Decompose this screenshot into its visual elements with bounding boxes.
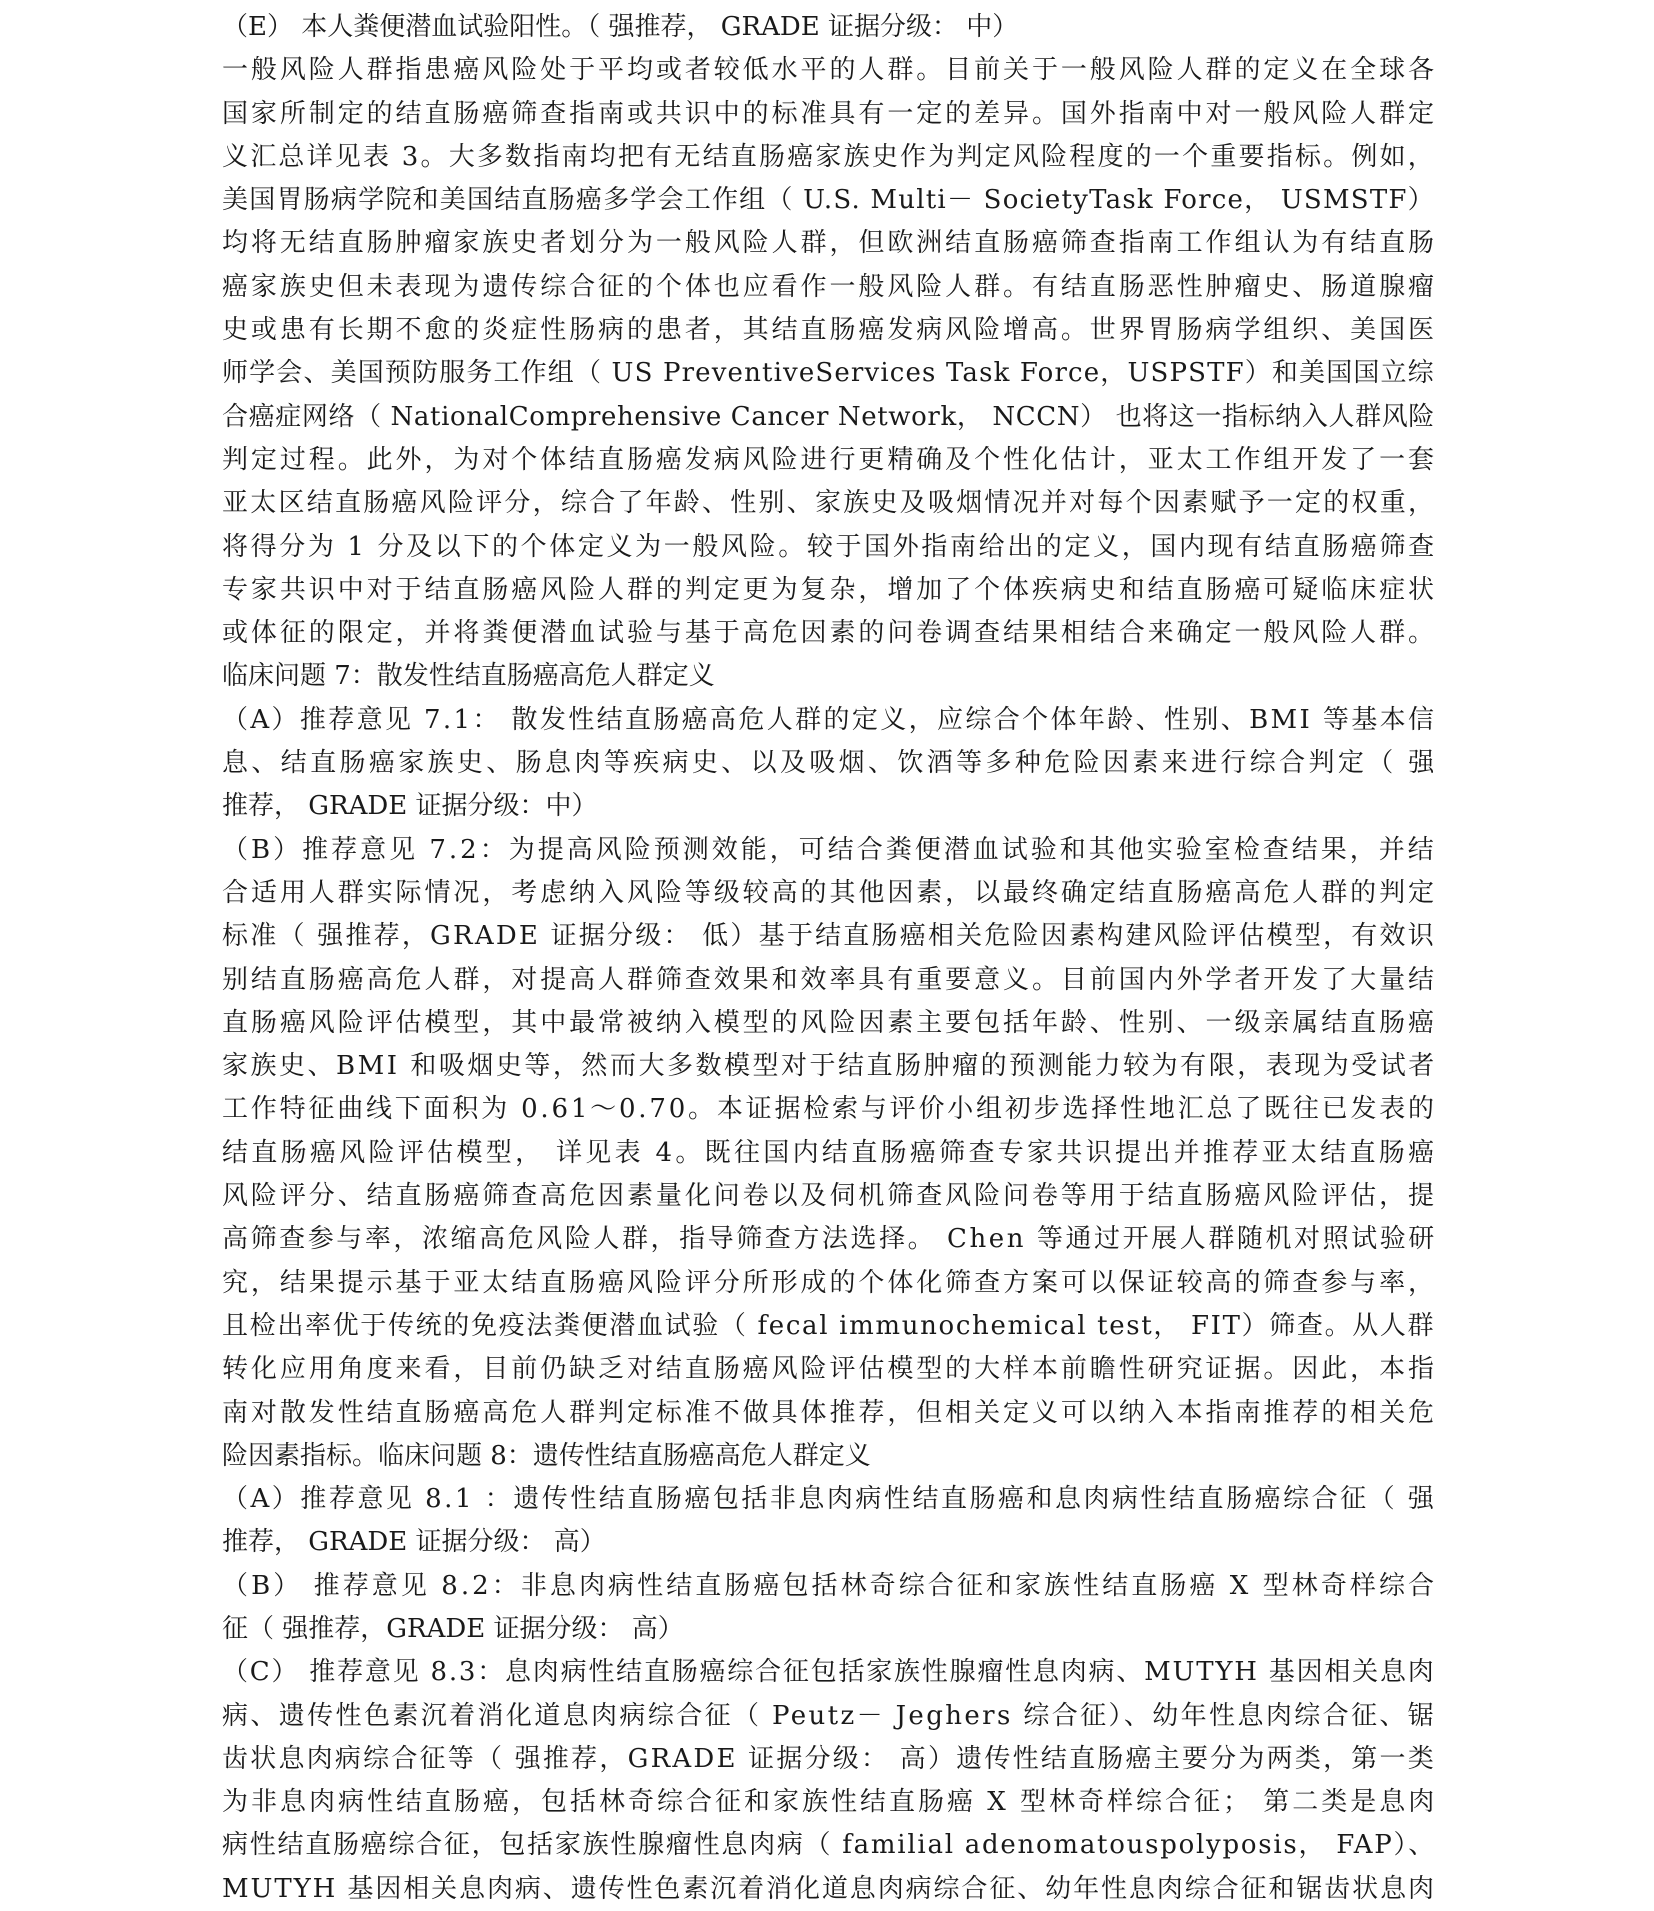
text-line <box>222 915 1434 958</box>
text-line <box>222 6 1434 49</box>
text-line-content: 义汇总详见表 3。大多数指南均把有无结直肠癌家族史作为判定风险程度的一个重要指标。例如， <box>222 141 1437 172</box>
text-line-content: 癌家族史但未表现为遗传综合征的个体也应看作一般风险人群。有结直肠恶性肿瘤史、肠道腺瘤 <box>222 271 1437 302</box>
text-line <box>222 49 1437 92</box>
text-line <box>222 352 1434 395</box>
text-line-content: 师学会、美国预防服务工作组（ US PreventiveServices Task Force，USPSTF）和美国国立综 <box>222 358 1435 389</box>
text-line <box>222 1651 1434 1694</box>
text-line <box>222 1045 1437 1088</box>
text-line <box>222 1521 1434 1564</box>
text-line-content: 将得分为 1 分及以下的个体定义为一般风险。较于国外指南给出的定义，国内现有结直肠癌筛查 <box>222 531 1437 562</box>
text-line-content: 病、遗传性色素沉着消化道息肉病综合征（ Peutz－ Jeghers 综合征）、幼年性息肉综合征、锯 <box>222 1700 1437 1731</box>
text-line-content: 南对散发性结直肠癌高危人群判定标准不做具体推荐，但相关定义可以纳入本指南推荐的相关危 <box>222 1397 1437 1428</box>
text-line-content: （E） 本人粪便潜血试验阳性。（ 强推荐， GRADE 证据分级： 中） <box>222 12 1019 42</box>
text-line-content: 推荐， GRADE 证据分级：中） <box>222 791 598 822</box>
text-line <box>222 1392 1437 1435</box>
text-line-content: 为非息肉病性结直肠癌，包括林奇综合征和家族性结直肠癌 X 型林奇样综合征； 第二类是息肉 <box>222 1787 1438 1818</box>
text-line <box>222 1565 1438 1608</box>
text-line-content: 国家所制定的结直肠癌筛查指南或共识中的标准具有一定的差异。国外指南中对一般风险人群定 <box>222 98 1437 129</box>
text-line-content: 工作特征曲线下面积为 0.61～0.70。本证据检索与评价小组初步选择性地汇总了既往已发表的 <box>222 1094 1437 1125</box>
text-line-content: 亚太区结直肠癌风险评分，综合了年龄、性别、家族史及吸烟情况并对每个因素赋予一定的权重， <box>222 488 1437 519</box>
text-line-content: 均将无结直肠肿瘤家族史者划分为一般风险人群，但欧洲结直肠癌筛查指南工作组认为有结直肠 <box>222 228 1437 259</box>
text-line <box>222 612 1437 655</box>
text-line <box>222 872 1437 915</box>
text-line <box>222 1608 1434 1651</box>
text-line-content: 结直肠癌风险评估模型， 详见表 4。既往国内结直肠癌筛查专家共识提出并推荐亚太结直肠癌 <box>222 1137 1438 1168</box>
text-line <box>222 1695 1437 1738</box>
text-line-content: 史或患有长期不愈的炎症性肠病的患者，其结直肠癌发病风险增高。世界胃肠病学组织、美国医 <box>222 315 1437 346</box>
text-line <box>222 1348 1437 1391</box>
text-line-content: （B） 推荐意见 8.2：非息肉病性结直肠癌包括林奇综合征和家族性结直肠癌 X 型林奇样综合 <box>222 1570 1438 1601</box>
text-line-content: 息、结直肠癌家族史、肠息肉等疾病史、以及吸烟、饮酒等多种危险因素来进行综合判定（ 强 <box>222 748 1438 779</box>
text-line-content: 转化应用角度来看，目前仍缺乏对结直肠癌风险评估模型的大样本前瞻性研究证据。因此，本指 <box>222 1354 1437 1385</box>
text-line <box>222 179 1434 222</box>
text-line <box>222 482 1437 525</box>
section-heading <box>222 655 1434 698</box>
text-line <box>222 569 1437 612</box>
text-line-content: 或体征的限定，并将粪便潜血试验与基于高危因素的问卷调查结果相结合来确定一般风险人群。 <box>222 618 1437 649</box>
text-line-content: 病性结直肠癌综合征，包括家族性腺瘤性息肉病（ familial adenomatouspolyposis， FAP）、 <box>222 1830 1436 1861</box>
text-line-content: 合癌症网络（ NationalComprehensive Cancer Network， NCCN） 也将这一指标纳入人群风险 <box>222 401 1435 432</box>
text-line-content: MUTYH 基因相关息肉病、遗传性色素沉着消化道息肉病综合征、幼年性息肉综合征和锯齿状息肉 <box>222 1873 1436 1904</box>
text-line <box>222 1262 1437 1305</box>
text-line <box>222 785 1434 828</box>
text-line-content: 齿状息肉病综合征等（ 强推荐，GRADE 证据分级： 高）遗传性结直肠癌主要分为两类，第一类 <box>222 1743 1436 1774</box>
text-line <box>222 1305 1434 1348</box>
text-line <box>222 396 1434 439</box>
text-line <box>222 1781 1438 1824</box>
document-page <box>222 6 1438 1911</box>
text-line-content: 险因素指标。临床问题 8：遗传性结直肠癌高危人群定义 <box>222 1440 871 1471</box>
text-line <box>222 1868 1434 1911</box>
text-line-content: 征（ 强推荐，GRADE 证据分级： 高） <box>222 1613 684 1644</box>
text-line <box>222 742 1438 785</box>
text-line <box>222 439 1437 482</box>
text-line <box>222 829 1437 872</box>
text-line-content: 家族史、BMI 和吸烟史等，然而大多数模型对于结直肠肿瘤的预测能力较为有限，表现为受试者 <box>222 1051 1437 1082</box>
text-line-content: 标准（ 强推荐，GRADE 证据分级： 低）基于结直肠癌相关危险因素构建风险评估模型，有效识 <box>222 921 1436 952</box>
text-line-content: 推荐， GRADE 证据分级： 高） <box>222 1527 606 1558</box>
text-line <box>222 1002 1437 1045</box>
text-line <box>222 1824 1434 1867</box>
text-line <box>222 1088 1437 1131</box>
text-line-content: 风险评分、结直肠癌筛查高危因素量化问卷以及伺机筛查风险问卷等用于结直肠癌风险评估，提 <box>222 1181 1437 1212</box>
text-line <box>222 699 1437 742</box>
section-heading <box>222 1435 1434 1478</box>
text-line <box>222 93 1437 136</box>
text-line-content: （B）推荐意见 7.2：为提高风险预测效能，可结合粪便潜血试验和其他实验室检查结果，并结 <box>222 834 1437 865</box>
text-line <box>222 222 1437 265</box>
text-line <box>222 1478 1437 1521</box>
text-line-content: （A）推荐意见 8.1 ：遗传性结直肠癌包括非息肉病性结直肠癌和息肉病性结直肠癌综合征（ 强 <box>222 1484 1437 1515</box>
text-line <box>222 526 1437 569</box>
text-line <box>222 1175 1437 1218</box>
text-line <box>222 136 1437 179</box>
text-line-content: 判定过程。此外，为对个体结直肠癌发病风险进行更精确及个性化估计，亚太工作组开发了一套 <box>222 444 1437 475</box>
text-line-content: 且检出率优于传统的免疫法粪便潜血试验（ fecal immunochemical test， FIT）筛查。从人群 <box>222 1310 1436 1341</box>
text-line <box>222 266 1437 309</box>
text-line-content: 高筛查参与率，浓缩高危风险人群，指导筛查方法选择。 Chen 等通过开展人群随机对照试验研 <box>222 1224 1437 1255</box>
text-line-content: 究，结果提示基于亚太结直肠癌风险评分所形成的个体化筛查方案可以保证较高的筛查参与率， <box>222 1267 1437 1298</box>
text-line <box>222 1218 1437 1261</box>
text-line-content: 合适用人群实际情况，考虑纳入风险等级较高的其他因素，以最终确定结直肠癌高危人群的判定 <box>222 877 1437 908</box>
text-line-content: 一般风险人群指患癌风险处于平均或者较低水平的人群。目前关于一般风险人群的定义在全球各 <box>222 55 1437 86</box>
text-line-content: （C） 推荐意见 8.3：息肉病性结直肠癌综合征包括家族性腺瘤性息肉病、MUTYH 基因相关息肉 <box>222 1657 1436 1688</box>
text-line-content: （A）推荐意见 7.1： 散发性结直肠癌高危人群的定义，应综合个体年龄、性别、BMI 等基本信 <box>222 704 1437 735</box>
text-line <box>222 309 1437 352</box>
text-line <box>222 959 1437 1002</box>
text-line-content: 专家共识中对于结直肠癌风险人群的判定更为复杂，增加了个体疾病史和结直肠癌可疑临床症状 <box>222 574 1437 605</box>
text-line-content: 直肠癌风险评估模型，其中最常被纳入模型的风险因素主要包括年龄、性别、一级亲属结直肠癌 <box>222 1007 1437 1038</box>
text-line <box>222 1132 1438 1175</box>
text-line-content: 临床问题 7：散发性结直肠癌高危人群定义 <box>222 661 715 692</box>
text-line <box>222 1738 1434 1781</box>
text-line-content: 别结直肠癌高危人群，对提高人群筛查效果和效率具有重要意义。目前国内外学者开发了大量结 <box>222 964 1437 995</box>
text-line-content: 美国胃肠病学院和美国结直肠癌多学会工作组（ U.S. Multi－ SocietyTask Force， USMSTF） <box>222 185 1435 216</box>
